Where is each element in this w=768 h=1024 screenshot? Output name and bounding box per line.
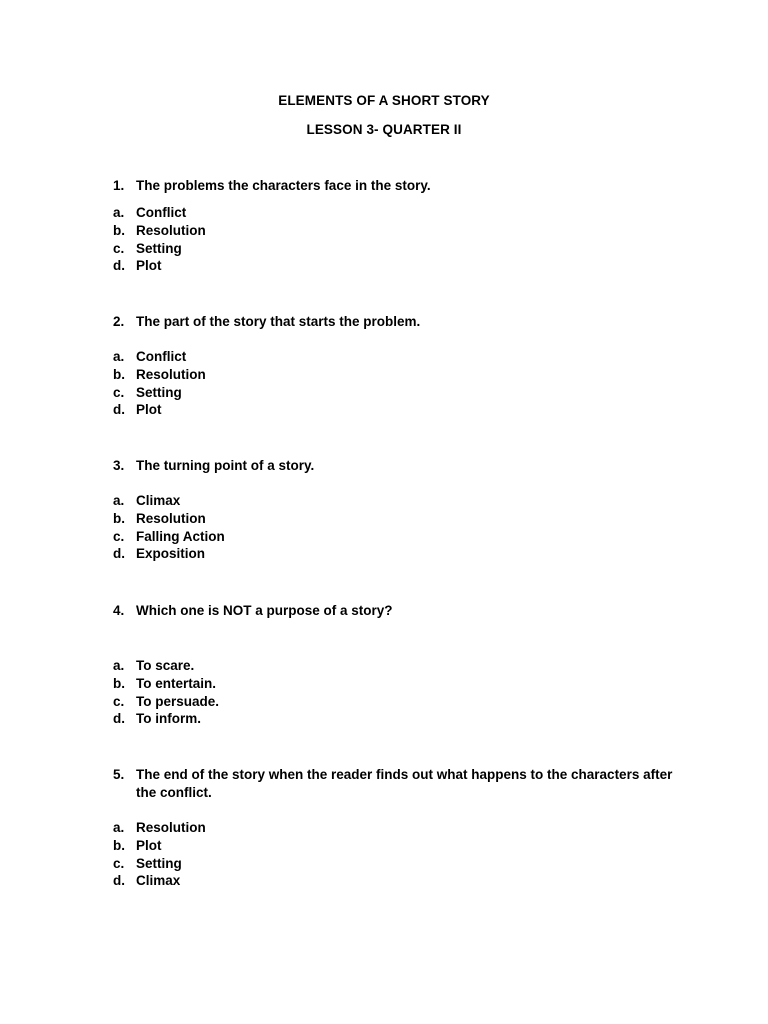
option-c	[113, 528, 673, 546]
option-d	[113, 872, 673, 890]
question-text: The end of the story when the reader finds out what happens to the characters after the conflict.	[136, 767, 673, 800]
question-number: 1.	[113, 178, 125, 193]
option-letter: b.	[113, 675, 125, 691]
option-d	[113, 545, 673, 563]
question-3	[113, 457, 673, 563]
question-prompt	[113, 457, 673, 475]
option-text: To persuade.	[136, 693, 220, 709]
option-text: Resolution	[136, 366, 206, 382]
option-text: Resolution	[136, 820, 206, 835]
option-a	[113, 657, 673, 675]
option-c	[113, 240, 673, 258]
option-text: Resolution	[136, 510, 206, 526]
option-text: Setting	[136, 384, 182, 400]
option-a	[113, 204, 673, 222]
option-letter: d.	[113, 402, 125, 418]
option-text: Climax	[136, 873, 181, 889]
option-d	[113, 257, 673, 275]
option-c	[113, 693, 673, 711]
option-text: Setting	[136, 240, 182, 256]
option-letter: a.	[113, 205, 125, 220]
option-b	[113, 510, 673, 528]
option-list	[113, 492, 673, 563]
option-text: Conflict	[136, 205, 187, 220]
question-1	[113, 177, 673, 275]
option-c	[113, 855, 673, 873]
option-letter: c.	[113, 693, 125, 709]
document-subtitle: LESSON 3- QUARTER II	[306, 122, 462, 137]
option-letter: a.	[113, 820, 125, 835]
option-letter: d.	[113, 258, 125, 274]
option-text: Setting	[136, 855, 182, 871]
option-letter: b.	[113, 837, 125, 853]
option-d	[113, 710, 673, 728]
question-4	[113, 602, 673, 728]
option-letter: a.	[113, 658, 125, 673]
option-text: Conflict	[136, 349, 187, 364]
option-letter: b.	[113, 366, 125, 382]
question-prompt	[113, 313, 673, 331]
question-number: 3.	[113, 458, 125, 473]
option-b	[113, 366, 673, 384]
option-text: To scare.	[136, 658, 195, 673]
option-letter: c.	[113, 528, 125, 544]
option-b	[113, 675, 673, 693]
option-a	[113, 492, 673, 510]
option-text: To entertain.	[136, 675, 217, 691]
option-text: Exposition	[136, 546, 206, 562]
option-letter: d.	[113, 546, 125, 562]
option-b	[113, 222, 673, 240]
option-text: Plot	[136, 402, 162, 418]
option-text: Falling Action	[136, 528, 225, 544]
option-b	[113, 837, 673, 855]
option-text: To inform.	[136, 711, 201, 727]
option-c	[113, 384, 673, 402]
question-number: 5.	[113, 767, 125, 782]
option-a	[113, 348, 673, 366]
question-text: The problems the characters face in the story.	[136, 178, 431, 193]
question-text: Which one is NOT a purpose of a story?	[136, 603, 393, 618]
option-text: Resolution	[136, 222, 206, 238]
option-letter: b.	[113, 510, 125, 526]
option-text: Climax	[136, 493, 181, 508]
option-letter: b.	[113, 222, 125, 238]
option-letter: d.	[113, 711, 125, 727]
option-list	[113, 348, 673, 419]
question-prompt	[113, 602, 673, 620]
option-text: Plot	[136, 837, 162, 853]
question-prompt	[113, 766, 673, 802]
question-number: 2.	[113, 314, 125, 329]
option-text: Plot	[136, 258, 162, 274]
option-list	[113, 819, 673, 890]
question-prompt	[113, 177, 673, 195]
question-text: The turning point of a story.	[136, 458, 315, 473]
option-letter: a.	[113, 493, 125, 508]
option-a	[113, 819, 673, 837]
option-list	[113, 204, 673, 275]
option-list	[113, 657, 673, 728]
question-5	[113, 766, 673, 890]
option-letter: c.	[113, 384, 125, 400]
option-d	[113, 401, 673, 419]
document-title: ELEMENTS OF A SHORT STORY	[278, 93, 490, 108]
question-text: The part of the story that starts the problem.	[136, 314, 421, 329]
option-letter: c.	[113, 240, 125, 256]
option-letter: c.	[113, 855, 125, 871]
option-letter: d.	[113, 873, 125, 889]
question-number: 4.	[113, 603, 125, 618]
option-letter: a.	[113, 349, 125, 364]
question-2	[113, 313, 673, 419]
